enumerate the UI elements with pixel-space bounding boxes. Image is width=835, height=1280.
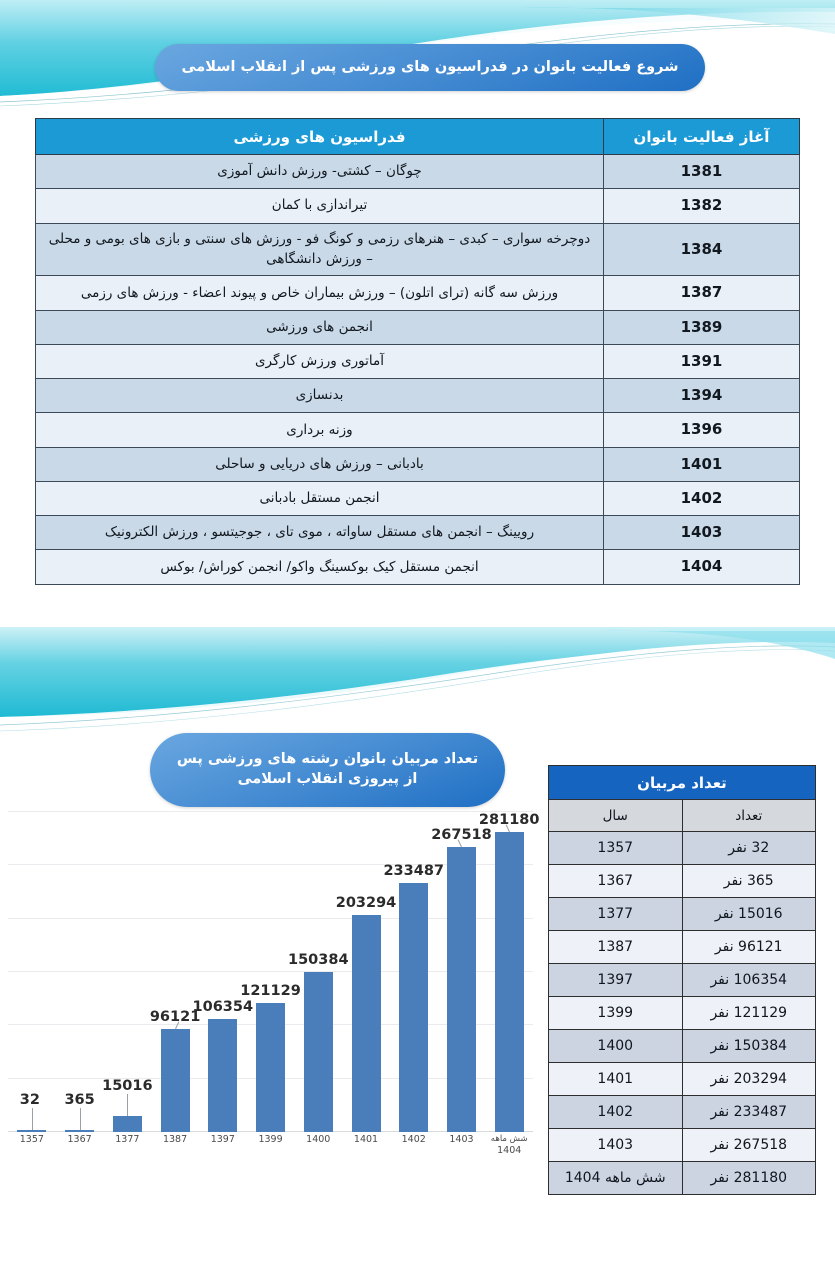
chart-x-tick: [485, 1134, 533, 1157]
chart-plot-area: [8, 812, 540, 1132]
cell-year: 1367: [549, 865, 683, 898]
chart-bar: [399, 883, 428, 1132]
chart-label-leader-line: [127, 1094, 128, 1116]
table-row: [549, 1096, 816, 1129]
chart-bar: [161, 1029, 190, 1132]
chart-x-tick: 1367: [67, 1134, 92, 1145]
cell-count: 233487 نفر: [682, 1096, 816, 1129]
cell-year: 1403: [604, 516, 800, 550]
table-row: [549, 931, 816, 964]
table-row: [549, 1162, 816, 1195]
chart-x-tick-fa: شش ماهه: [490, 1134, 528, 1144]
cell-year: 1396: [604, 413, 800, 447]
chart-bar-label: 281180: [478, 812, 540, 829]
chart-bar-slot: [287, 812, 349, 1132]
decorative-wave-banner-bottom: [0, 617, 835, 737]
chart-bar-slot: [8, 812, 56, 1132]
cell-federation: آماتوری ورزش کارگری: [36, 344, 604, 378]
cell-year: 1377: [549, 898, 683, 931]
table-row: [36, 550, 800, 584]
chart-x-tick: 1402: [401, 1134, 426, 1145]
header-year: سال: [549, 800, 683, 832]
chart-label-leader-line: [32, 1108, 33, 1130]
cell-count: 365 نفر: [682, 865, 816, 898]
coaches-table-title-row: [549, 766, 816, 800]
cell-federation: دوچرخه سواری – کبدی – هنرهای رزمی و کونگ فو - ورزش های سنتی و بازی های بومی و محلی – ورزش دانشگاهی: [36, 223, 604, 276]
cell-federation: وزنه برداری: [36, 413, 604, 447]
cell-year: 1384: [604, 223, 800, 276]
table-row: [36, 223, 800, 276]
table-row: [36, 276, 800, 310]
chart-bar: [447, 847, 476, 1132]
cell-year: 1382: [604, 189, 800, 223]
chart-bar-slot: [240, 812, 301, 1132]
cell-year: 1397: [549, 964, 683, 997]
cell-count: 281180 نفر: [682, 1162, 816, 1195]
cell-count: 106354 نفر: [682, 964, 816, 997]
section1-title-banner: شروع فعالیت بانوان در فدراسیون های ورزشی پس از انقلاب اسلامی: [155, 44, 705, 91]
section-federations: [0, 0, 835, 617]
chart-bar-label: 106354: [192, 998, 254, 1015]
chart-bar: [65, 1130, 94, 1132]
table-row: [36, 379, 800, 413]
chart-bar: [208, 1019, 237, 1132]
chart-bar: [256, 1003, 285, 1132]
table-row: [36, 189, 800, 223]
cell-count: 203294 نفر: [682, 1063, 816, 1096]
cell-year: 1381: [604, 155, 800, 189]
chart-x-axis-labels: [8, 1134, 533, 1157]
table-row: [36, 481, 800, 515]
chart-bar-slot: [431, 812, 492, 1132]
cell-year: 1394: [604, 379, 800, 413]
cell-count: 150384 نفر: [682, 1030, 816, 1063]
chart-x-tick: 1377: [115, 1134, 140, 1145]
chart-bar-label: 233487: [383, 862, 445, 879]
federations-table: [35, 118, 800, 585]
cell-federation: بدنسازی: [36, 379, 604, 413]
table-row: [549, 1063, 816, 1096]
cell-federation: چوگان – کشتی- ورزش دانش آموزی: [36, 155, 604, 189]
table-row: [549, 832, 816, 865]
cell-federation: تیراندازی با کمان: [36, 189, 604, 223]
table-row: [36, 447, 800, 481]
cell-year: 1403: [549, 1129, 683, 1162]
cell-year: 1404: [604, 550, 800, 584]
cell-federation: انجمن مستقل کیک بوکسینگ واکو/ انجمن کوراش/ بوکس: [36, 550, 604, 584]
cell-year: 1357: [549, 832, 683, 865]
coaches-bar-chart: [0, 812, 540, 1182]
chart-bar: [304, 972, 333, 1132]
federations-table-body: [36, 155, 800, 585]
chart-bar-label: 15016: [102, 1077, 153, 1094]
chart-bar-slot: [56, 812, 104, 1132]
cell-count: 15016 نفر: [682, 898, 816, 931]
chart-bar-slot: [478, 812, 540, 1132]
cell-year: 1402: [604, 481, 800, 515]
chart-bar-label: 32: [19, 1092, 40, 1108]
header-year-start: آغاز فعالیت بانوان: [604, 119, 800, 155]
header-count: تعداد: [682, 800, 816, 832]
cell-year: شش ماهه 1404: [549, 1162, 683, 1195]
chart-label-leader-line: [80, 1108, 81, 1130]
table-header-row: [36, 119, 800, 155]
table-row: [549, 898, 816, 931]
cell-count: 267518 نفر: [682, 1129, 816, 1162]
table-row: [36, 344, 800, 378]
chart-x-tick: 1401: [353, 1134, 379, 1145]
chart-x-tick-year: 1404: [497, 1144, 522, 1156]
chart-bar-slot: [192, 812, 254, 1132]
cell-year: 1391: [604, 344, 800, 378]
coaches-table: [548, 765, 816, 1195]
cell-year: 1387: [604, 276, 800, 310]
cell-year: 1399: [549, 997, 683, 1030]
chart-x-tick: 1387: [162, 1134, 188, 1145]
cell-year: 1389: [604, 310, 800, 344]
cell-federation: انجمن های ورزشی: [36, 310, 604, 344]
table-row: [36, 310, 800, 344]
chart-bar: [17, 1130, 46, 1132]
chart-x-tick: 1399: [258, 1134, 283, 1145]
chart-bar: [495, 832, 524, 1132]
table-row: [36, 516, 800, 550]
coaches-table-head: [549, 766, 816, 832]
chart-bars: [8, 812, 540, 1132]
table-row: [549, 964, 816, 997]
chart-bar-label: 203294: [335, 895, 397, 912]
cell-federation: بادبانی – ورزش های دریایی و ساحلی: [36, 447, 604, 481]
chart-bar-slot: [335, 812, 397, 1132]
chart-bar-label: 96121: [149, 1009, 201, 1026]
chart-bar-label: 365: [64, 1092, 95, 1108]
cell-year: 1400: [549, 1030, 683, 1063]
table-row: [549, 997, 816, 1030]
federations-table-head: [36, 119, 800, 155]
chart-x-tick: 1400: [306, 1134, 331, 1145]
chart-bar-slot: [103, 812, 151, 1132]
chart-bar-label: 267518: [431, 826, 492, 843]
chart-bar-label: 121129: [240, 982, 301, 999]
cell-year: 1401: [604, 447, 800, 481]
cell-count: 32 نفر: [682, 832, 816, 865]
cell-count: 96121 نفر: [682, 931, 816, 964]
chart-x-tick: 1357: [19, 1134, 44, 1145]
coaches-table-body: [549, 832, 816, 1195]
cell-year: 1402: [549, 1096, 683, 1129]
chart-bar: [113, 1116, 142, 1132]
cell-federation: رویینگ – انجمن های مستقل ساواته ، موی تای ، جوجیتسو ، ورزش الکترونیک: [36, 516, 604, 550]
cell-year: 1401: [549, 1063, 683, 1096]
chart-x-tick: 1397: [210, 1134, 235, 1145]
cell-federation: ورزش سه گانه (ترای اتلون) – ورزش بیماران خاص و پیوند اعضاء - ورزش های رزمی: [36, 276, 604, 310]
coaches-table-title: تعداد مربیان: [549, 766, 816, 800]
table-row: [36, 413, 800, 447]
table-row: [549, 1129, 816, 1162]
chart-bar-label: 150384: [287, 951, 349, 968]
section2-title-banner: تعداد مربیان بانوان رشته های ورزشی پس از پیروزی انقلاب اسلامی: [150, 733, 505, 807]
chart-bar: [352, 915, 381, 1132]
cell-year: 1387: [549, 931, 683, 964]
coaches-table-subheader-row: [549, 800, 816, 832]
chart-bar-slot: [151, 812, 199, 1132]
coaches-table-container: [548, 765, 816, 1195]
chart-x-tick: 1403: [449, 1134, 474, 1145]
header-federation: فدراسیون های ورزشی: [36, 119, 604, 155]
cell-count: 121129 نفر: [682, 997, 816, 1030]
chart-bar-slot: [383, 812, 445, 1132]
cell-federation: انجمن مستقل بادبانی: [36, 481, 604, 515]
table-row: [549, 1030, 816, 1063]
table-row: [36, 155, 800, 189]
table-row: [549, 865, 816, 898]
federations-table-container: [35, 118, 800, 585]
